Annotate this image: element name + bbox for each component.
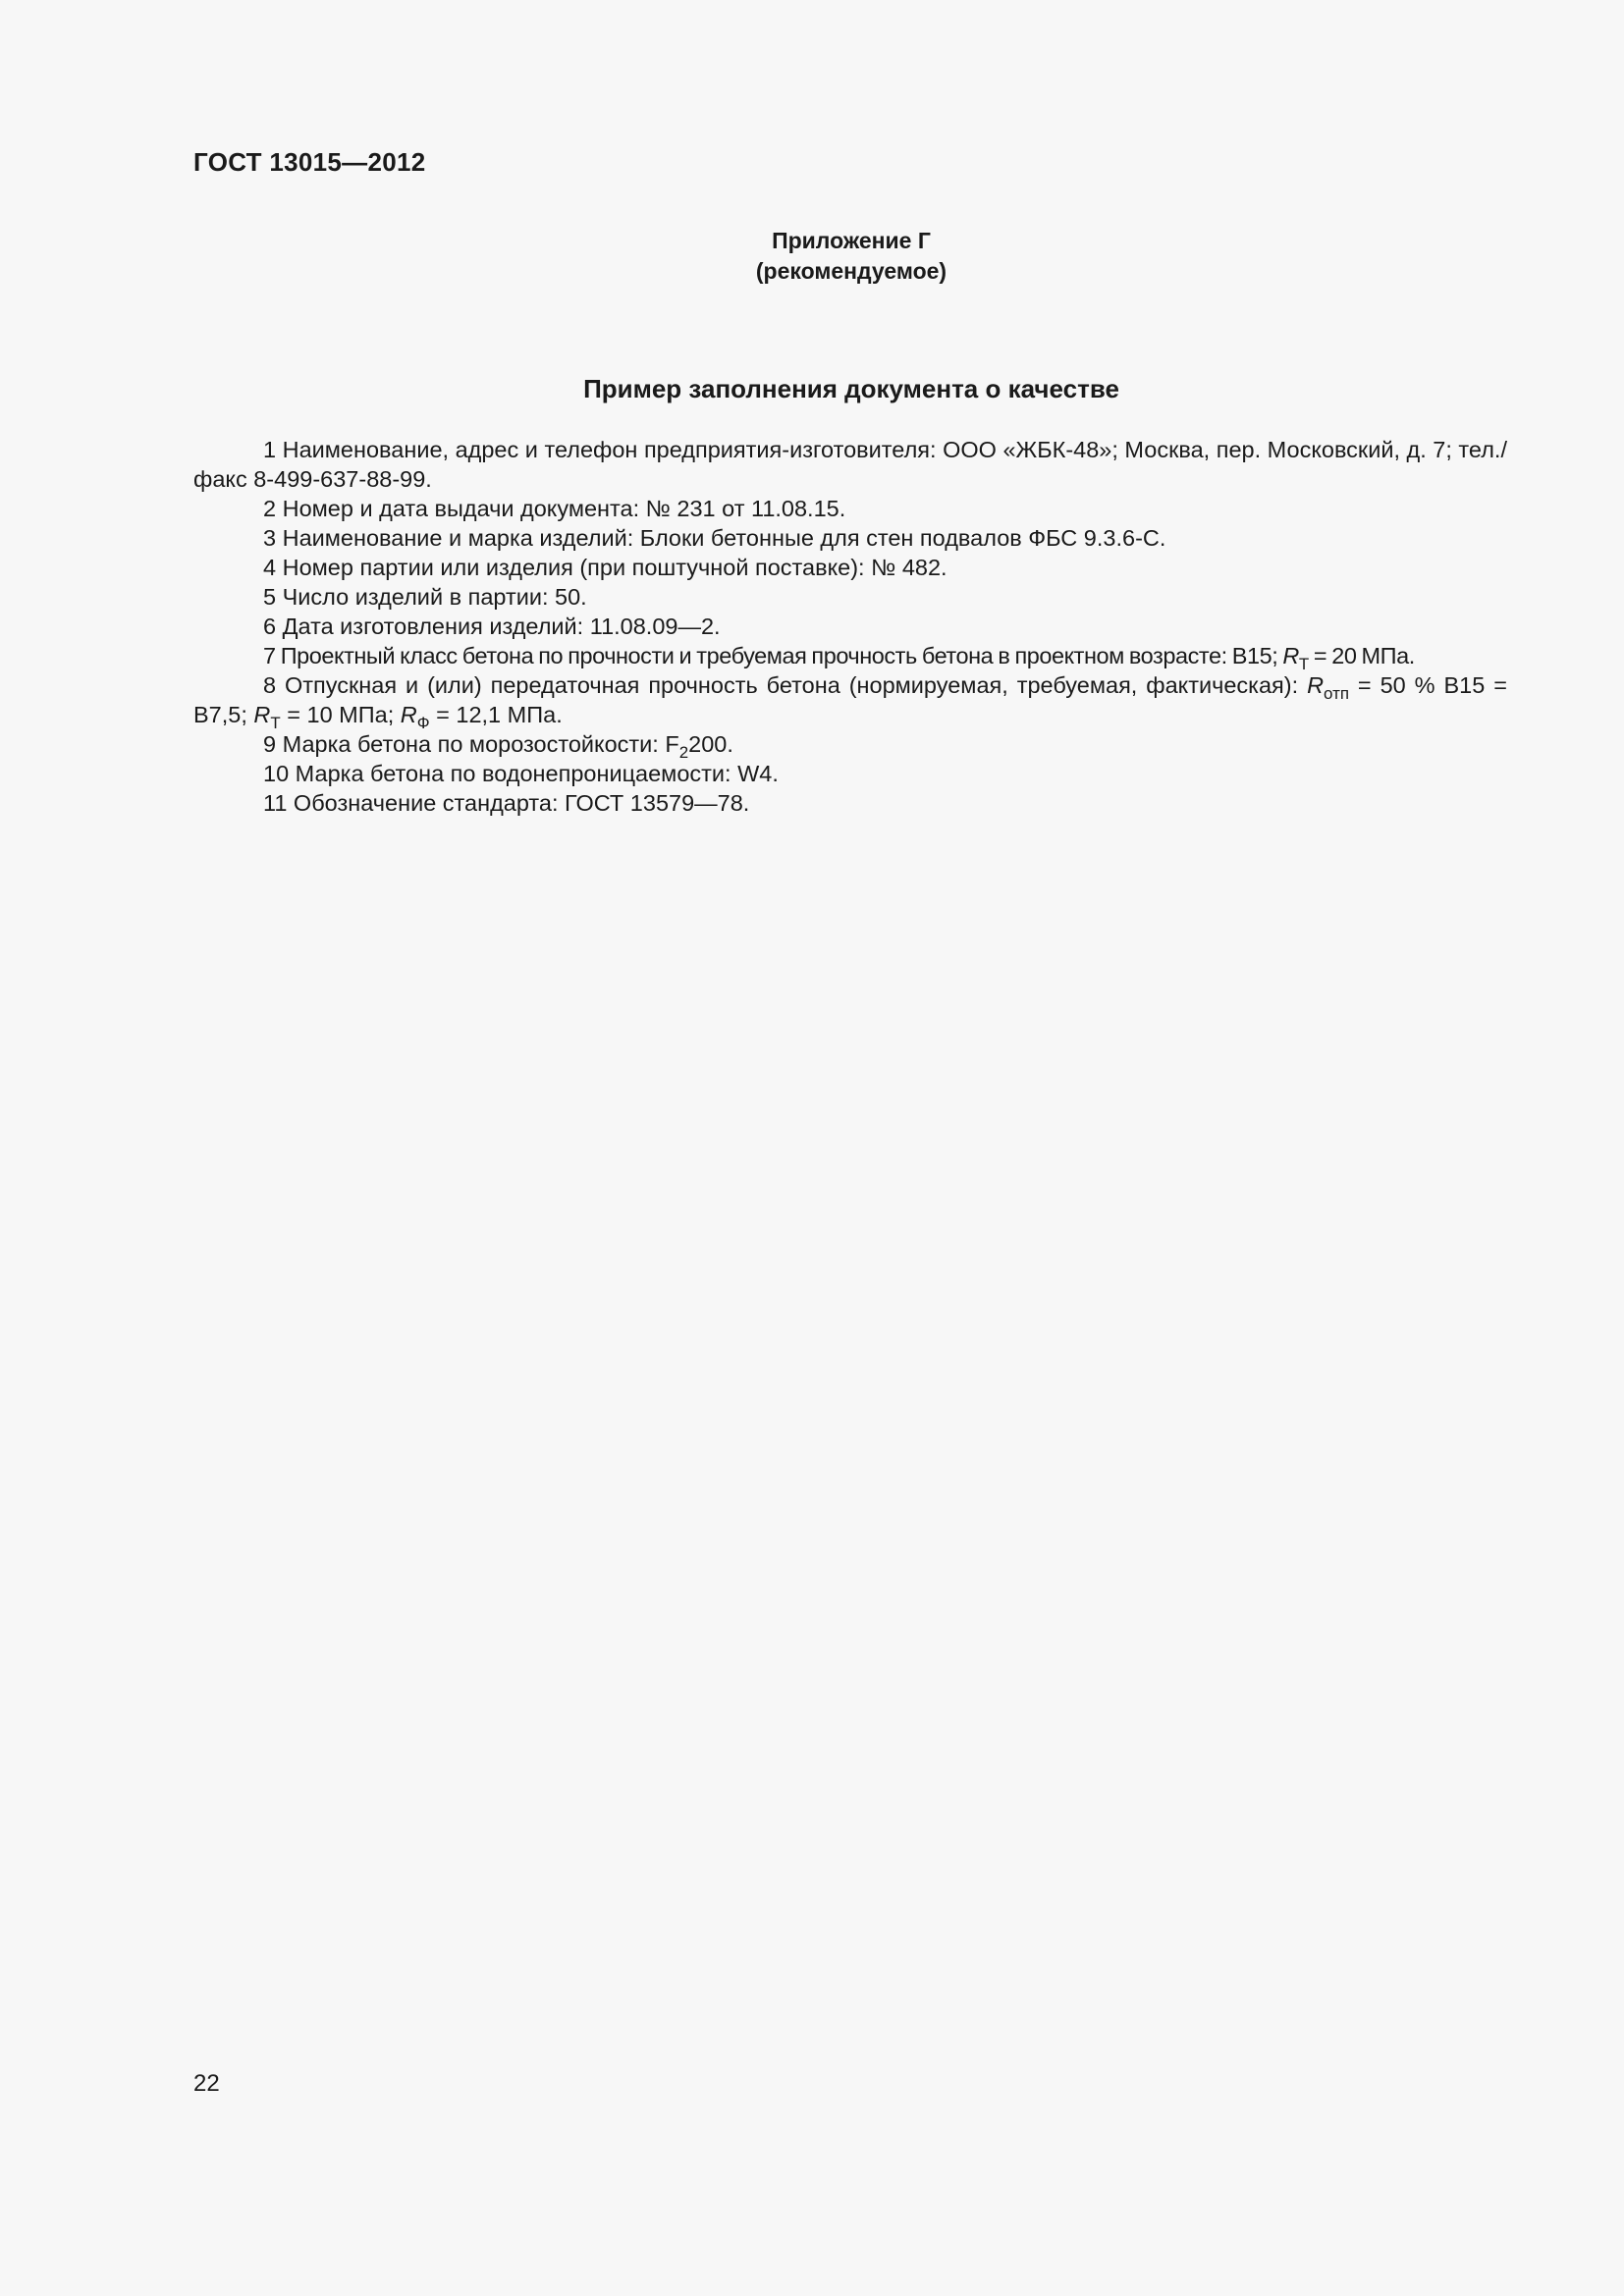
appendix-status: (рекомендуемое)	[755, 258, 947, 284]
item-text-part: = 10 МПа;	[280, 702, 401, 727]
appendix-heading	[0, 226, 1624, 287]
item-text: 8 Отпускная и (или) передаточная прочность бетона (нормируемая, требуемая, фактическая):	[263, 672, 1308, 698]
list-item	[193, 729, 1507, 762]
strength-symbol: R	[253, 702, 271, 727]
list-item: 4 Номер партии или изделия (при поштучной поставке): № 482.	[263, 555, 947, 580]
item-text: 7 Проектный класс бетона по прочности и требуемая прочность бетона в проектном возрасте: B15;	[263, 643, 1283, 668]
strength-subscript: Т	[270, 713, 281, 732]
document-title: Пример заполнения документа о качестве	[583, 374, 1119, 403]
strength-symbol: R	[400, 702, 417, 727]
list-item: 3 Наименование и марка изделий: Блоки бетонные для стен подвалов ФБС 9.3.6-С.	[263, 525, 1166, 551]
item-text-tail: 200.	[688, 731, 733, 757]
list-item: 11 Обозначение стандарта: ГОСТ 13579—78.	[263, 790, 750, 816]
strength-symbol: R	[1307, 672, 1325, 698]
list-item: 10 Марка бетона по водонепроницаемости: W4.	[263, 761, 779, 786]
appendix-title: Приложение Г	[772, 228, 931, 253]
item-text-tail: = 20 МПа.	[1308, 643, 1415, 668]
item-text-part: = 50 % B15 = B7,5;	[193, 672, 1507, 727]
list-item: 1 Наименование, адрес и телефон предприятия-изготовителя: ООО «ЖБК-48»; Москва, пер. Московский, д. 7; тел./факс 8-499-637-88-99.	[193, 437, 1507, 492]
list-item	[193, 641, 1507, 673]
list-item: 2 Номер и дата выдачи документа: № 231 от 11.08.15.	[263, 496, 846, 521]
strength-subscript: Т	[1298, 654, 1309, 673]
list-item	[193, 670, 1507, 732]
strength-subscript: Ф	[416, 713, 430, 732]
strength-subscript: отп	[1324, 683, 1349, 703]
strength-symbol: R	[1282, 643, 1299, 668]
item-text-part: = 12,1 МПа.	[429, 702, 563, 727]
list-item: 5 Число изделий в партии: 50.	[263, 584, 587, 610]
item-text: 9 Марка бетона по морозостойкости: F	[263, 731, 679, 757]
page-number: 22	[193, 2070, 220, 2097]
list-item: 6 Дата изготовления изделий: 11.08.09—2.	[263, 614, 721, 639]
standard-designation: ГОСТ 13015—2012	[193, 147, 426, 177]
frost-grade-subscript: 2	[678, 742, 689, 762]
quality-document-items	[193, 435, 1507, 818]
